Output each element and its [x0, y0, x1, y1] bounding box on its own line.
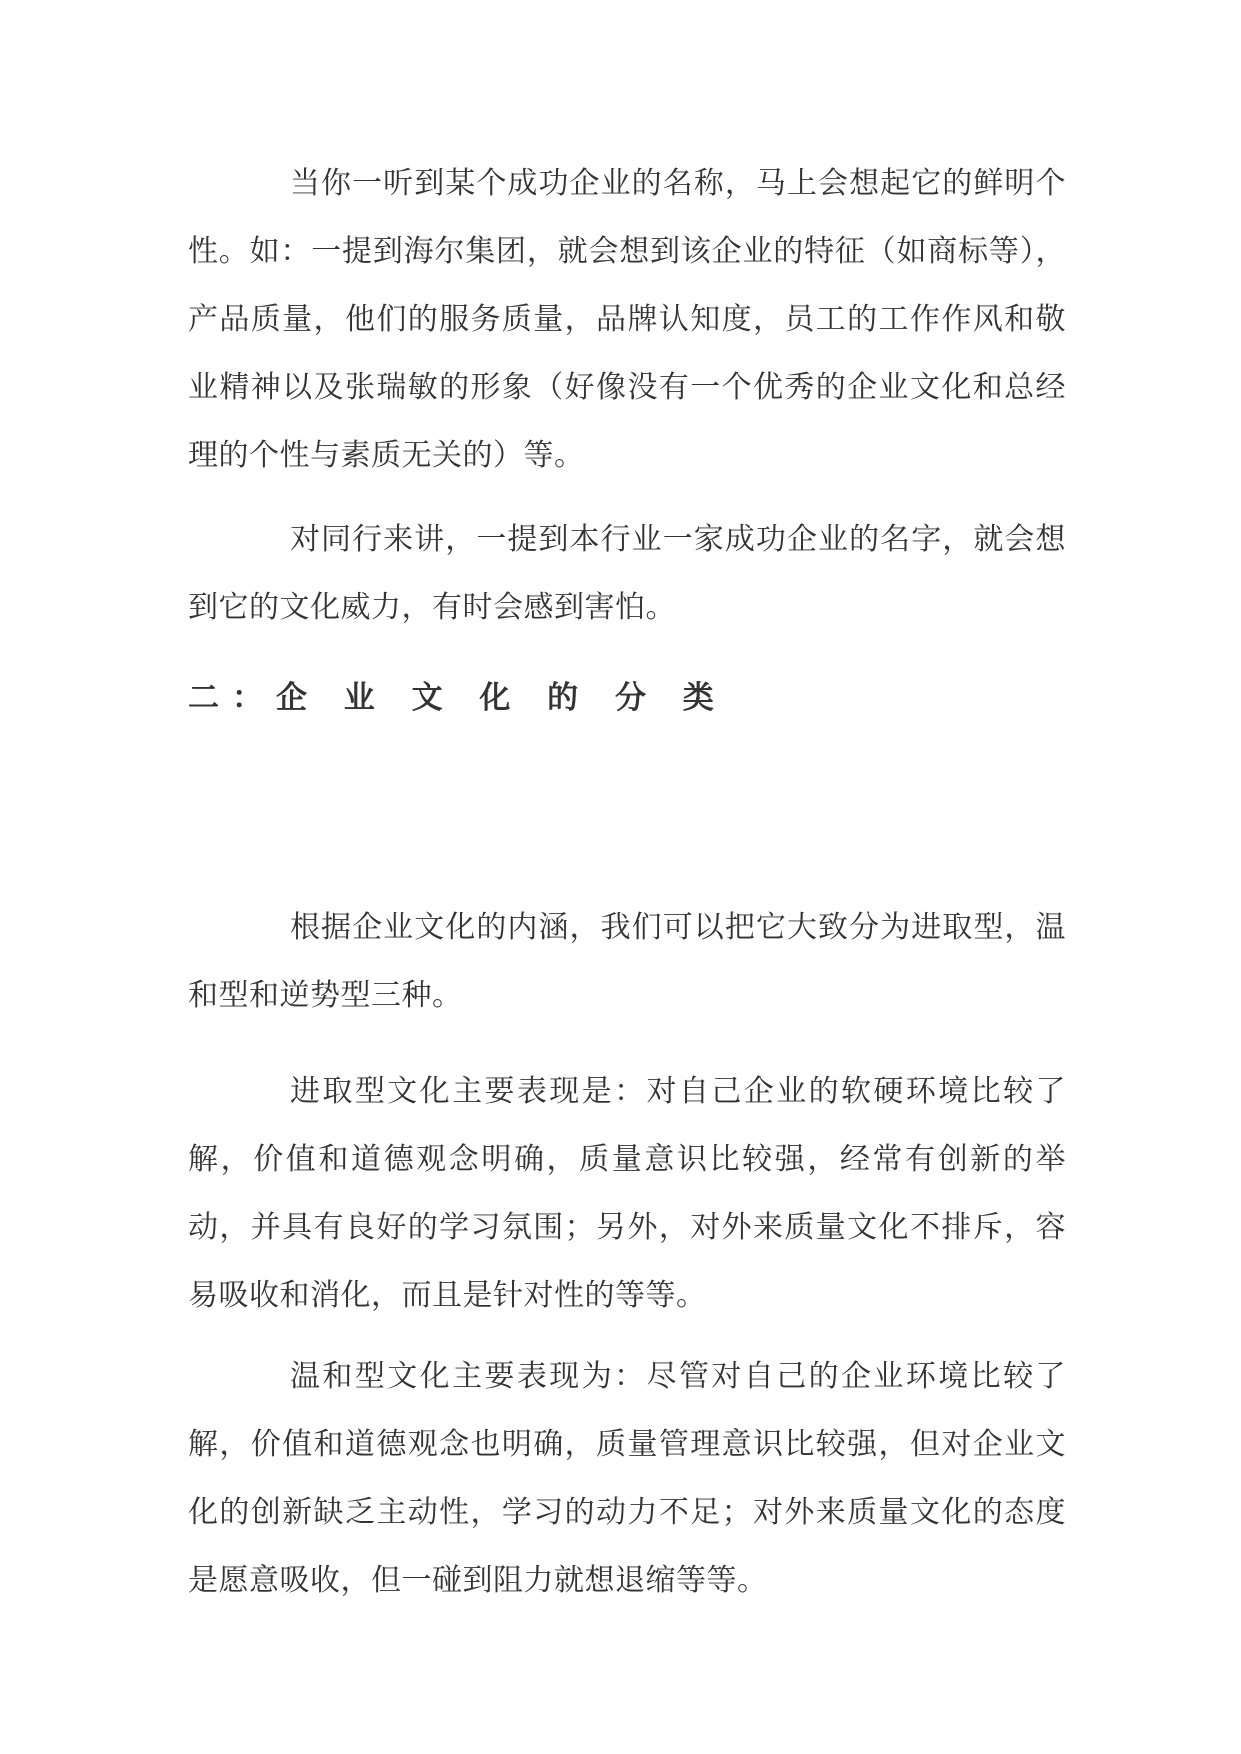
paragraph-moderate-culture: 温和型文化主要表现为：尽管对自己的企业环境比较了解，价值和道德观念也明确，质量管理意识比较强，但对企业文化的创新缺乏主动性，学习的动力不足；对外来质量文化的态度是愿意吸收，但一碰到阻力就想退缩等等。 — [188, 1359, 1066, 1598]
paragraph-intro: 当你一听到某个成功企业的名称，马上会想起它的鲜明个性。如：一提到海尔集团，就会想到该企业的特征（如商标等），产品质量，他们的服务质量，品牌认知度，员工的工作作风和敬业精神以及张瑞敏的形象（好像没有一个优秀的企业文化和总经理的个性与素质无关的）等。 — [188, 166, 1066, 473]
paragraph-aggressive-culture: 进取型文化主要表现是：对自己企业的软硬环境比较了解，价值和道德观念明确，质量意识比较强，经常有创新的举动，并具有良好的学习氛围；另外，对外来质量文化不排斥，容易吸收和消化，而且是针对性的等等。 — [188, 1074, 1066, 1313]
paragraph-peers: 对同行来讲，一提到本行业一家成功企业的名字，就会想到它的文化威力，有时会感到害怕。 — [188, 522, 1066, 625]
section-heading: 二：企 业 文 化 的 分 类 — [188, 680, 727, 716]
paragraph-classification: 根据企业文化的内涵，我们可以把它大致分为进取型，温和型和逆势型三种。 — [188, 910, 1066, 1013]
